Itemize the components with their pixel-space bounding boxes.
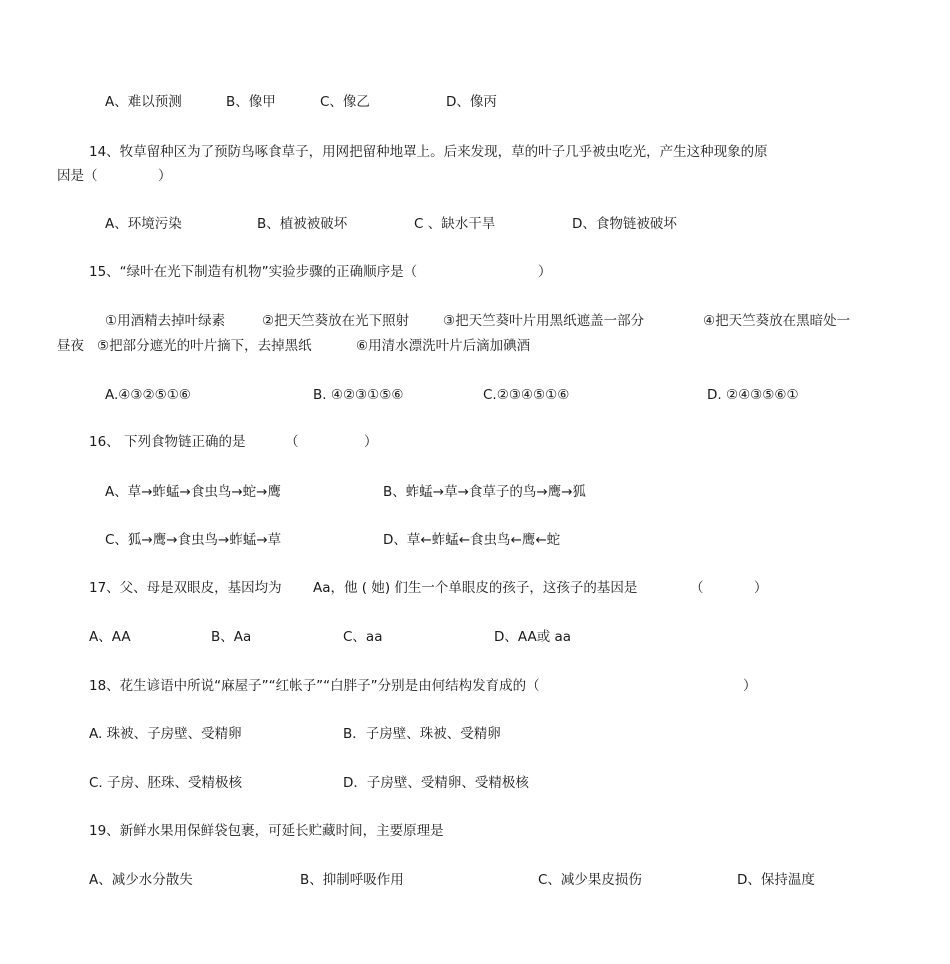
q15-step-4-cont: 昼夜 bbox=[57, 338, 84, 354]
q18-option-c: C. 子房、胚珠、受精极核 bbox=[89, 775, 243, 791]
q19-option-d: D、保持温度 bbox=[737, 872, 815, 888]
q15-option-a: A.④③②⑤①⑥ bbox=[105, 387, 191, 403]
q17-stem-open: （ bbox=[690, 580, 704, 596]
q14-option-b: B、植被被破坏 bbox=[257, 216, 348, 232]
q16-stem: 16、 下列食物链正确的是 bbox=[89, 434, 246, 450]
q15-stem: 15、“绿叶在光下制造有机物”实验步骤的正确顺序是（ bbox=[89, 264, 418, 280]
q16-option-a: A、草→蚱蜢→食虫鸟→蛇→鹰 bbox=[105, 484, 281, 500]
q13-option-b: B、像甲 bbox=[226, 94, 276, 110]
q15-step-1: ①用酒精去掉叶绿素 bbox=[105, 313, 226, 329]
q17-option-a: A、AA bbox=[89, 629, 131, 645]
q18-stem-close: ） bbox=[743, 678, 757, 694]
q15-step-5: ⑤把部分遮光的叶片摘下，去掉黑纸 bbox=[97, 338, 312, 354]
q16-stem-close: ） bbox=[364, 434, 378, 450]
q13-option-c: C、像乙 bbox=[320, 94, 370, 110]
q13-option-d: D、像丙 bbox=[446, 94, 497, 110]
q15-step-4: ④把天竺葵放在黑暗处一 bbox=[703, 313, 851, 329]
q14-option-d: D、食物链被破坏 bbox=[572, 216, 677, 232]
q14-stem-line1: 14、牧草留种区为了预防鸟啄食草子，用网把留种地罩上。后来发现，草的叶子几乎被虫吃光，产生这种现象的原 bbox=[89, 144, 768, 160]
q17-option-c: C、aa bbox=[343, 629, 383, 645]
q15-option-b: B. ④②③①⑤⑥ bbox=[313, 387, 404, 403]
q18-option-b: B．子房壁、珠被、受精卵 bbox=[343, 726, 501, 742]
q16-stem-open: （ bbox=[285, 434, 299, 450]
q17-option-d: D、AA或 aa bbox=[494, 629, 572, 645]
q18-option-a: A. 珠被、子房壁、受精卵 bbox=[89, 726, 242, 742]
q14-option-a: A、环境污染 bbox=[105, 216, 182, 232]
q14-stem-close: ） bbox=[158, 168, 172, 184]
q16-option-b: B、蚱蜢→草→食草子的鸟→鹰→狐 bbox=[383, 484, 587, 500]
q14-stem-line2: 因是（ bbox=[57, 168, 98, 184]
q15-step-3: ③把天竺葵叶片用黑纸遮盖一部分 bbox=[443, 313, 645, 329]
q15-stem-close: ） bbox=[538, 264, 552, 280]
q19-option-c: C、减少果皮损伤 bbox=[538, 872, 642, 888]
q16-option-d: D、草←蚱蜢←食虫鸟←鹰←蛇 bbox=[383, 532, 561, 548]
q16-option-c: C、狐→鹰→食虫鸟→蚱蜢→草 bbox=[105, 532, 282, 548]
q18-stem: 18、花生谚语中所说“麻屋子”“红帐子”“白胖子”分别是由何结构发育成的（ bbox=[89, 678, 540, 694]
q15-step-2: ②把天竺葵放在光下照射 bbox=[262, 313, 410, 329]
q15-option-c: C.②③④⑤①⑥ bbox=[483, 387, 570, 403]
q15-option-d: D. ②④③⑤⑥① bbox=[707, 387, 799, 403]
q15-step-6: ⑥用清水漂洗叶片后滴加碘酒 bbox=[356, 338, 531, 354]
q14-option-c: C 、缺水干旱 bbox=[414, 216, 496, 232]
q19-option-a: A、减少水分散失 bbox=[89, 872, 193, 888]
q19-option-b: B、抑制呼吸作用 bbox=[300, 872, 404, 888]
q17-stem-part2: Aa，他 ( 她) 们生一个单眼皮的孩子，这孩子的基因是 bbox=[313, 580, 638, 596]
q13-option-a: A、难以预测 bbox=[105, 94, 182, 110]
q17-stem-close: ） bbox=[754, 580, 768, 596]
q18-option-d: D．子房壁、受精卵、受精极核 bbox=[343, 775, 529, 791]
q19-stem: 19、新鲜水果用保鲜袋包裹，可延长贮藏时间，主要原理是 bbox=[89, 823, 444, 839]
q17-stem-part1: 17、父、母是双眼皮，基因均为 bbox=[89, 580, 282, 596]
q17-option-b: B、Aa bbox=[211, 629, 252, 645]
